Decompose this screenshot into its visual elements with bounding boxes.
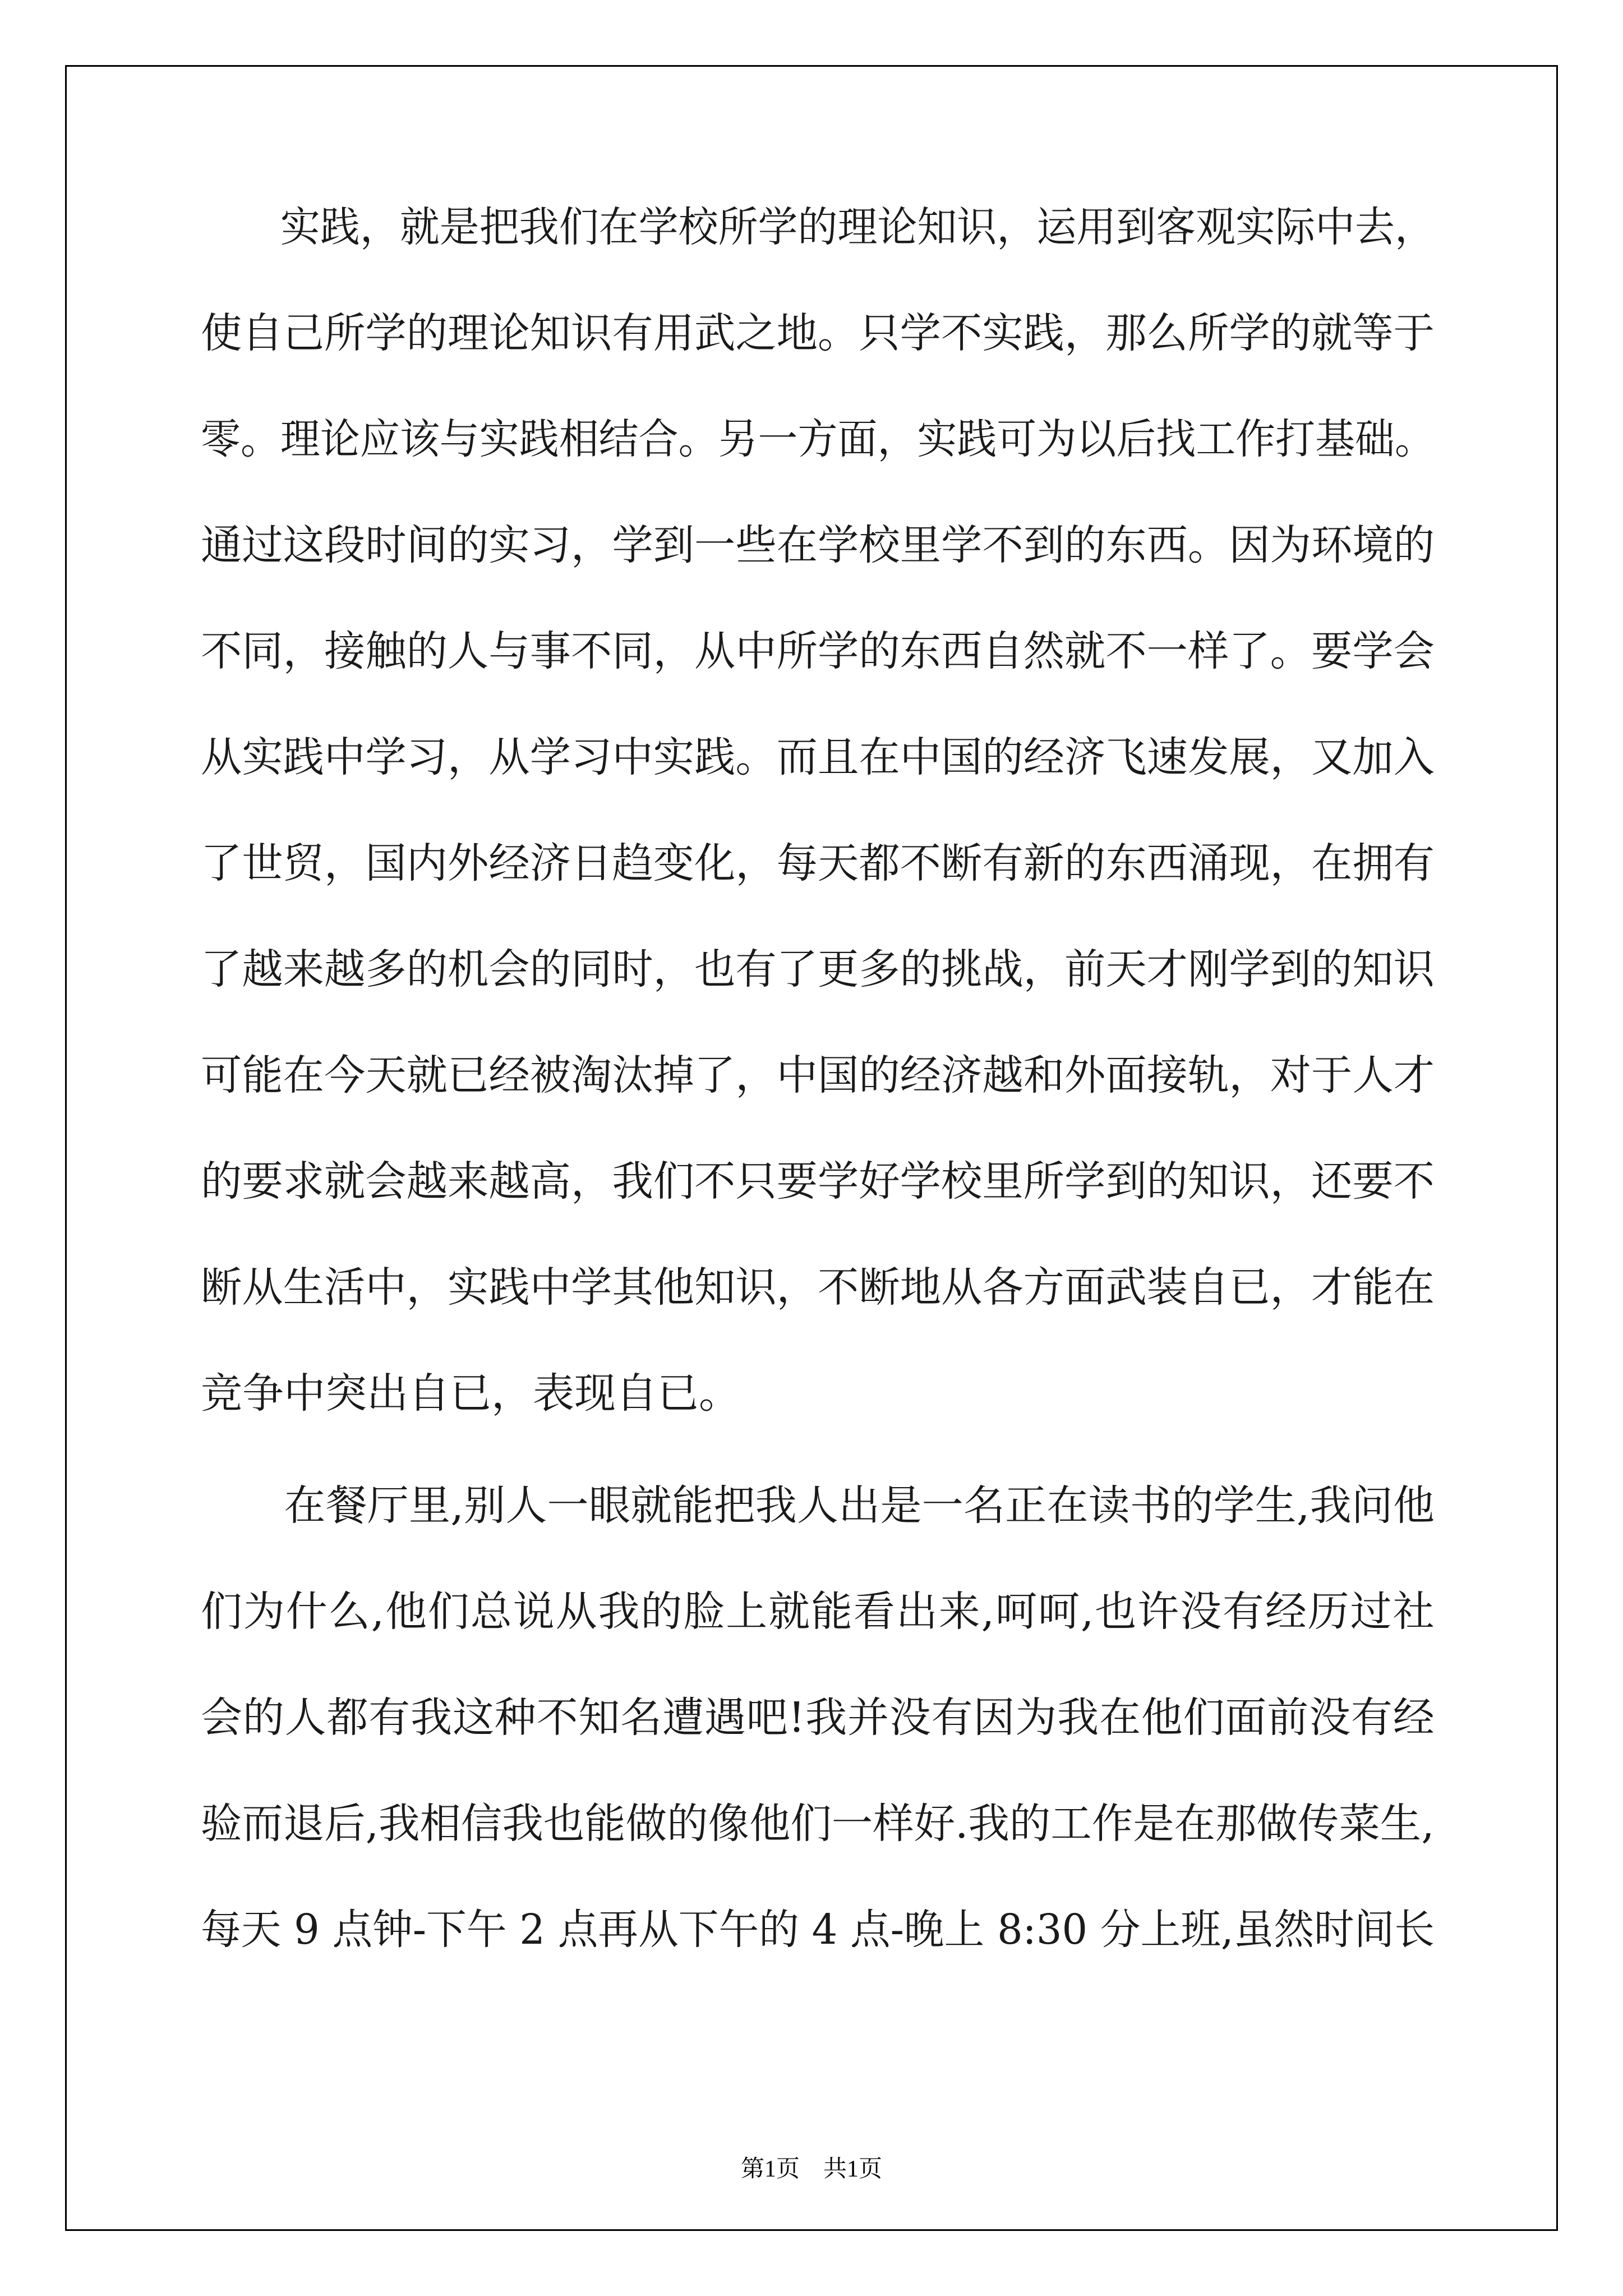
text-line: 实践，就是把我们在学校所学的理论知识，运用到客观实际中去， (201, 203, 1435, 251)
text-line: 了世贸，国内外经济日趋变化，每天都不断有新的东西涌现，在拥有 (201, 839, 1435, 887)
text-line: 通过这段时间的实习，学到一些在学校里学不到的东西。因为环境的 (201, 521, 1435, 569)
text-line: 零。理论应该与实践相结合。另一方面，实践可为以后找工作打基础。 (201, 415, 1435, 463)
text-line: 验而退后,我相信我也能做的像他们一样好.我的工作是在那做传菜生, (201, 1800, 1435, 1848)
text-line: 从实践中学习，从学习中实践。而且在中国的经济飞速发展，又加入 (201, 733, 1435, 781)
text-line: 断从生活中，实践中学其他知识，不断地从各方面武装自已，才能在 (201, 1263, 1435, 1312)
text-line: 会的人都有我这种不知名遭遇吧!我并没有因为我在他们面前没有经 (201, 1694, 1435, 1742)
text-line: 不同，接触的人与事不同，从中所学的东西自然就不一样了。要学会 (201, 627, 1435, 675)
text-line: 了越来越多的机会的同时，也有了更多的挑战，前天才刚学到的知识 (201, 945, 1435, 993)
text-line: 在餐厅里,别人一眼就能把我人出是一名正在读书的学生,我问他 (201, 1481, 1435, 1530)
text-line: 们为什么,他们总说从我的脸上就能看出来,呵呵,也许没有经历过社 (201, 1588, 1436, 1636)
text-line: 的要求就会越来越高，我们不只要学好学校里所学到的知识，还要不 (201, 1157, 1435, 1205)
text-line: 每天 9 点钟-下午 2 点再从下午的 4 点-晚上 8:30 分上班,虽然时间长 (201, 1906, 1435, 1954)
text-line: 使自己所学的理论知识有用武之地。只学不实践，那么所学的就等于 (201, 309, 1435, 357)
page-footer: 第1页 共1页 (740, 2156, 882, 2182)
text-line: 竞争中突出自已，表现自已。 (201, 1369, 740, 1418)
text-line: 可能在今天就已经被淘汰掉了，中国的经济越和外面接轨，对于人才 (201, 1051, 1435, 1099)
